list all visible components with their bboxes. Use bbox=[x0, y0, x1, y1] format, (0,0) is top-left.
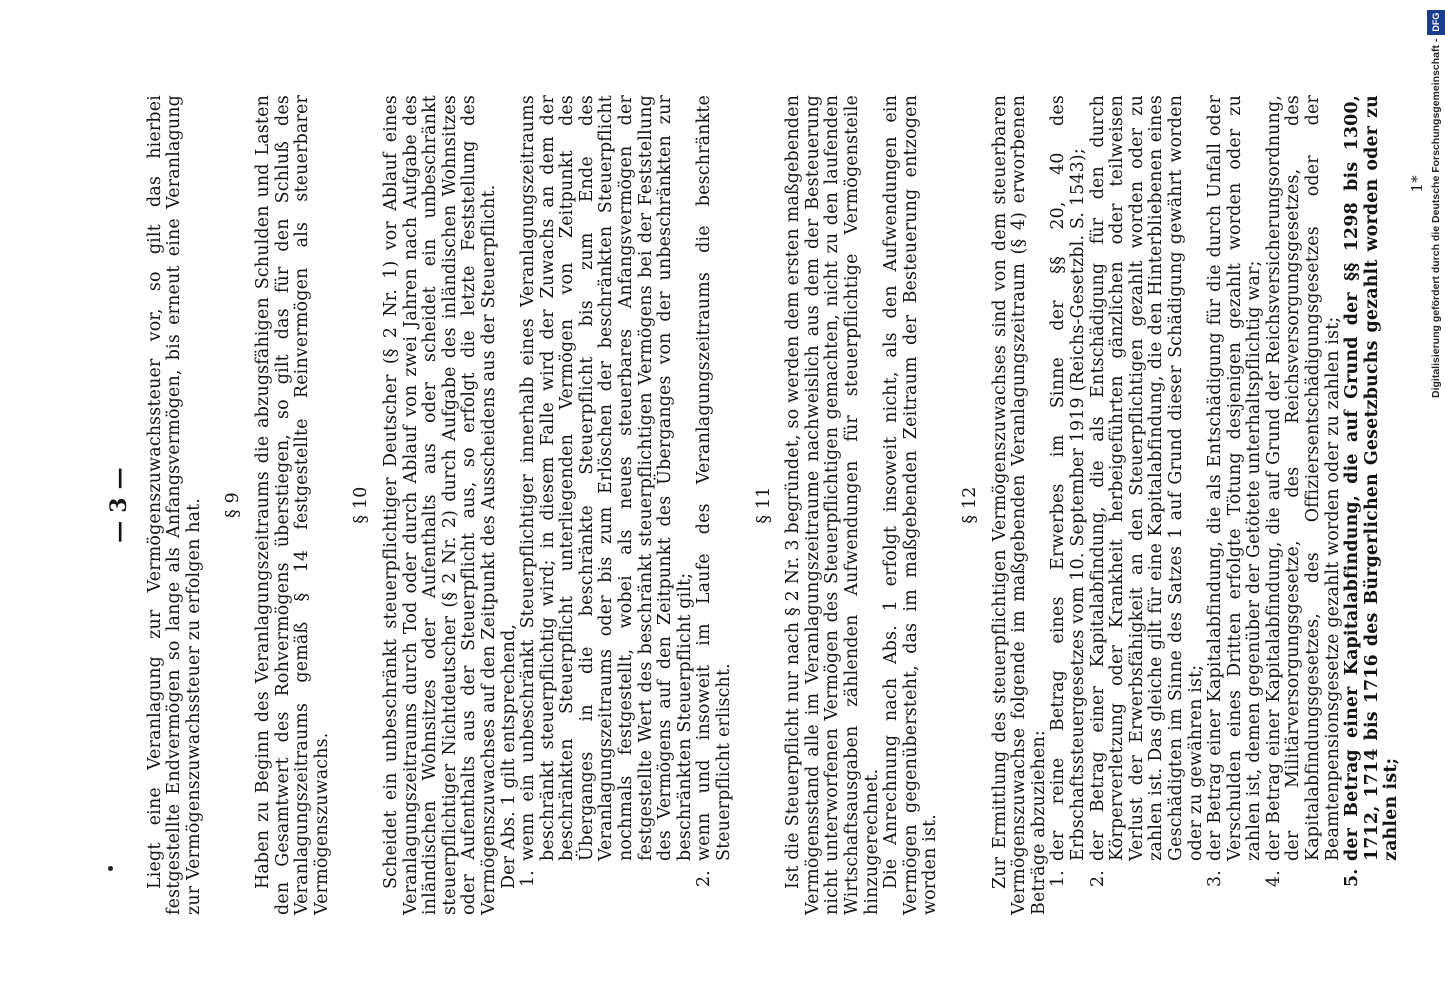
dfg-sidebar bbox=[1413, 8, 1442, 398]
item-text: der reine Betrag eines Erwerbes im Sinne der §§ 20, 40 des Erbschaftssteuergesetzes vom 10. September 1919 (Reichs-Gesetzbl. S. 1543); bbox=[1048, 95, 1088, 861]
list-item bbox=[519, 95, 695, 887]
item-number: 2. bbox=[694, 870, 715, 887]
list-item bbox=[1089, 95, 1207, 887]
item-number: 1. bbox=[1048, 870, 1069, 887]
item-text: der Betrag einer Kapitalabfindung, die als Entschädigung für den durch Körperverletzung oder Krankheit herbeigeführten gänzlichen oder teilweisen Verlust der Erwerbsfähigkeit an den Steuerpflichtigen gezahlt worden oder zu zahlen ist. Das gleiche gilt für eine Kapitalabfindung, die den Hinterbliebenen eines Geschädigten im Sinne des Satzes 1 auf Grund dieser Schädigung gewährt worden oder zu gewähren ist; bbox=[1087, 95, 1206, 861]
item-text: der Betrag einer Kapitalabfindung, die auf Grund der Reichsversicherungsordnung, der Militärversorgungsgesetze, des Reichsversorgungsgesetzes, des Kapitalabfindungsgesetzes, des Offiziersentschädigungsgesetzes oder der Beamtenpensionsgesetze gezahlt worden oder zu zahlen ist; bbox=[1263, 95, 1343, 861]
item-number: 5. bbox=[1342, 868, 1363, 887]
digitization-credit: Digitalisierung gefördert durch die Deutsche Forschungsgemeinschaft - bbox=[1430, 38, 1442, 398]
section-9-heading: § 9 bbox=[223, 492, 244, 518]
item-text: wenn und insoweit im Laufe des Veranlagungszeitraums die beschränkte Steuerpflicht erlischt. bbox=[694, 95, 735, 861]
list-item bbox=[695, 95, 734, 887]
section-10-heading: § 10 bbox=[351, 486, 372, 524]
section-11-para-1: Ist die Steuerpflicht nur nach § 2 Nr. 3 begründet, so werden dem ersten maßgebenden Vermögensstand alle im Veranlagungszeitraume nachweislich aus dem der Besteuerung nicht unterworfenen Vermögen des Steuerpflichtigen gemachten, nicht zu den laufenden Wirtschaftsausgaben zählenden Aufwendungen für steuerpflichtige Vermögensteile hinzugerechnet. bbox=[783, 95, 882, 915]
section-10-para-2: Der Abs. 1 gilt entsprechend, bbox=[498, 623, 519, 889]
page-number: — 3 — bbox=[106, 467, 132, 543]
item-number: 2. bbox=[1087, 870, 1108, 887]
section-11-heading: § 11 bbox=[753, 486, 774, 524]
dfg-badge: DFG bbox=[1427, 10, 1445, 35]
section-9-text: Haben zu Beginn des Veranlagungszeitraums die abzugsfähigen Schulden und Lasten den Gesamtwert des Rohvermögens überstiegen, so gilt das für den Schluß des Veranlagungszeitraums gemäß § 14 festgestellte Reinvermögen als steuerbarer Vermögenszuwachs. bbox=[252, 95, 332, 915]
item-number: 1. bbox=[518, 870, 539, 887]
item-text: wenn ein unbeschränkt Steuerpflichtiger innerhalb eines Veranlagungszeitraums beschränkt steuerpflichtig wird; in diesem Falle wird der Zuwachs an dem der beschränkten Steuerpflicht unterliegenden Vermögen von Zeitpunkt des Überganges in die beschränkte Steuerpflicht bis zum Ende des Veranlagungszeitraums oder bis zum Erlöschen der beschränkten Steuerpflicht nochmals festgestellt, wobei als neues steuerbares Anfangsvermögen der festgestellte Wert des beschränkt steuerpflichtigen Vermögens bei der Feststellung des Vermögens auf den Zeitpunkt des Überganges von der unbeschränkten zur beschränkten Steuerpflicht gilt; bbox=[518, 95, 695, 861]
item-number: 4. bbox=[1263, 870, 1284, 887]
list-item bbox=[1049, 95, 1088, 887]
paragraph-8: Liegt eine Veranlagung zur Vermögenszuwachssteuer vor, so gilt das hierbei festgestellte Endvermögen so lange als Anfangsvermögen, bis erneut eine Veranlagung zur Vermögenszuwachssteuer zu erfolgen hat. bbox=[144, 95, 204, 915]
section-12-para-1: Zur Ermittlung des steuerpflichtigen Vermögenszuwachses sind von dem steuerbaren Vermögenszuwachse folgende im maßgebenden Veranlagungszeitraum (§ 4) erworbenen Beträge abzuziehen: bbox=[989, 95, 1049, 915]
section-10-list bbox=[519, 95, 735, 887]
signature-mark: 1* bbox=[1408, 175, 1427, 193]
list-item bbox=[1206, 95, 1265, 887]
item-text: der Betrag einer Kapitalabfindung, die als Entschädigung für die durch Unfall oder Verschulden eines Dritten erfolgte Tötung desjenigen gezahlt worden oder zu zahlen ist, demen gegenüber der Getötete unterhaltspflichtig war; bbox=[1205, 95, 1265, 861]
section-12-list bbox=[1049, 95, 1402, 887]
rotated-page bbox=[106, 95, 1427, 915]
list-item bbox=[1343, 95, 1402, 887]
section-11-para-2: Die Anrechnung nach Abs. 1 erfolgt insoweit nicht, als den Aufwendungen ein Vermögen gegenübersteht, das im maßgebenden Zeitraum der Besteuerung entzogen worden ist. bbox=[881, 95, 941, 915]
section-10-para-1: Scheidet ein unbeschränkt steuerpflichtiger Deutscher (§ 2 Nr. 1) vor Ablauf eines Veranlagungszeitraums durch Tod oder durch Ablauf von zwei Jahren nach Aufgabe des inländischen Wohnsitzes oder Aufenthalts aus oder scheidet ein unbeschränkt steuerpflichtiger Nichtdeutscher (§ 2 Nr. 2) durch Aufgabe des inländischen Wohnsitzes oder Aufenthalts aus der Steuerpflicht aus, so erfolgt die letzte Feststellung des Vermögenszuwachses auf den Zeitpunkt des Ausscheidens aus der Steuerpflicht. bbox=[380, 95, 499, 915]
item-number: 3. bbox=[1205, 870, 1226, 887]
list-item bbox=[1265, 95, 1343, 887]
item-text: der Betrag einer Kapitalabfindung, die auf Grund der §§ 1298 bis 1300, 1712, 1714 bis 1716 des Bürgerlichen Gesetzbuchs gezahlt worden oder zu zahlen ist; bbox=[1342, 95, 1402, 861]
section-12-heading: § 12 bbox=[959, 486, 980, 524]
